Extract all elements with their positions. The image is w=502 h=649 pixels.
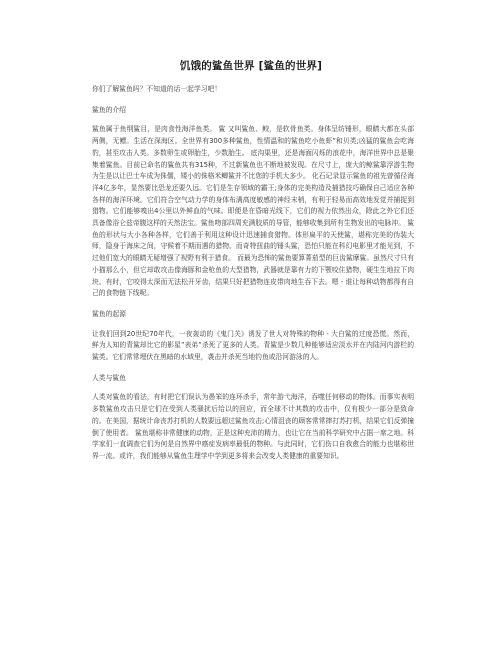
section-shark-introduction xyxy=(92,105,414,300)
intro-paragraph: 你们了解鲨鱼吗？不知道的话一起学习吧！ xyxy=(92,85,222,93)
document-body xyxy=(92,84,414,472)
section-heading: 鲨鱼的介绍 xyxy=(92,105,126,114)
section-heading: 鲨鱼的起源 xyxy=(92,309,126,318)
section-humans-and-sharks xyxy=(92,373,414,463)
section-paragraph: 让我们回到20世纪70年代，一夜轰动的《鬼门关》诱发了世人对特殊的物种 - 大白鲨的过度恐慌。然而，鲜为人知的青鲨却比它的影星”表弟”杀死了更多的人类。青鲨是少数几种能够适应淡水并在内陆河内游栏的鲨类。它们常常埋伏在黑暗的水域里，袭击并杀死当地钓鱼或沿河游泳的人。 xyxy=(92,329,414,362)
section-paragraph: 鲨鱼属于鱼纲鲨目，是肉食性海洋鱼类。 鲨 又叫鲨鱼、鲛，是软骨鱼类。身体呈纺锤形，眼睛大都在头部两侧，无鳔。生活在深海区。全世界有300多种鲨鱼，性情温和的鲨鱼吃小鱼虾”和贝类;凶猛的鲨鱼会吃海豹，甚至攻击人类。多数卵生或卵胎生，少数胎生。 底沟渠里，还是海面闪烁的浪花中，海洋世界中总是聚集着鲨鱼。目前已命名的鲨鱼共有315种，不过新鲨鱼也不断地被发现。在尺寸上，庞大的鲸鲨靠浮游生物为生是以让巴士车成为侏儒，矮小的侏格米鲫鲨并不比您的手机大多少。 化石记录显示鲨鱼的祖先曾循径海洋4亿多年，显然要比恐龙还要久远。它们是生存领域的霸王;身体的完美构造及捕猎技巧确保自己适应各种各样的海洋环境。它们符合空气动力学的身体布满高度敏感的神经末梢，有利于轻易而高效地发觉并捕捉到猎物。它们能够嗅出4公里以外鲜血的气味。即便是在昏暗光线下，它们的视力依然出众，除此之外它们还具备像浴仑兹帝腹这样的天然法宝。鲨鱼吻部四周充满胶质的导管，能够收集到所有生物发出的电脉冲。 鲨鱼的形状与大小各种各样，它们善于利用这种设计迅速捕食猎物。体形扁平的天使鲨，堪称完美的伪装大师，隐身于海床之间，守候着不期而遇的猎物。而奇特扭曲的锤头鲨，恐怕只能在科幻电影里才能见到，不过他们宽大的眼睛无疑增强了视野有利于猎食。 而最为恐怖的鲨鱼要算菁茄型的巨齿鲨摩鲨。虽然尺寸只有小猫那么小，但它却敢攻击像海豚和金枪鱼的大型猎物，武器就是靠有力的下颚咬住猎物，硬生生地拉下肉块。有时，它咬得太深而无法松开牙齿，结果只好把猎物连皮带肉地生吞下去。嗯 - 谁让每种动物都得有自己的食物链下线呢。 xyxy=(92,125,414,298)
section-shark-origin xyxy=(92,309,414,364)
document-title: 饥饿的鲨鱼世界 [鲨鱼的世界] xyxy=(179,60,323,72)
section-paragraph: 人类对鲨鱼的看法，有时把它们误认为愚笨的连环杀手，常年游弋海洋，吞噬任何移动的物体。而事实表明多数鲨鱼攻击只是它们在受到人类骚扰后给以的回应，而全球不计其数的攻击中，仅有极少一部分是致命的。在美国，据统计命丧苏打机的人数要远超过鲨鱼攻击;心情沮丧的顾客常常摔打苏打机，结果它们反弹撞倒了使用者。 鲨鱼堪称非常健康的动物，正是这种充沛的精力，也让它在当前科学研究中占据一席之地。科学家们一直调查它们为何是自然界中癌症发病率最低的物种。与此同时，它们伤口自我愈合的能力也堪称世界一流。或许，我们能够从鲨鱼生理学中学到更多将来会改变人类健康的重要知识。 xyxy=(92,393,414,460)
section-heading: 人类与鲨鱼 xyxy=(92,373,126,382)
